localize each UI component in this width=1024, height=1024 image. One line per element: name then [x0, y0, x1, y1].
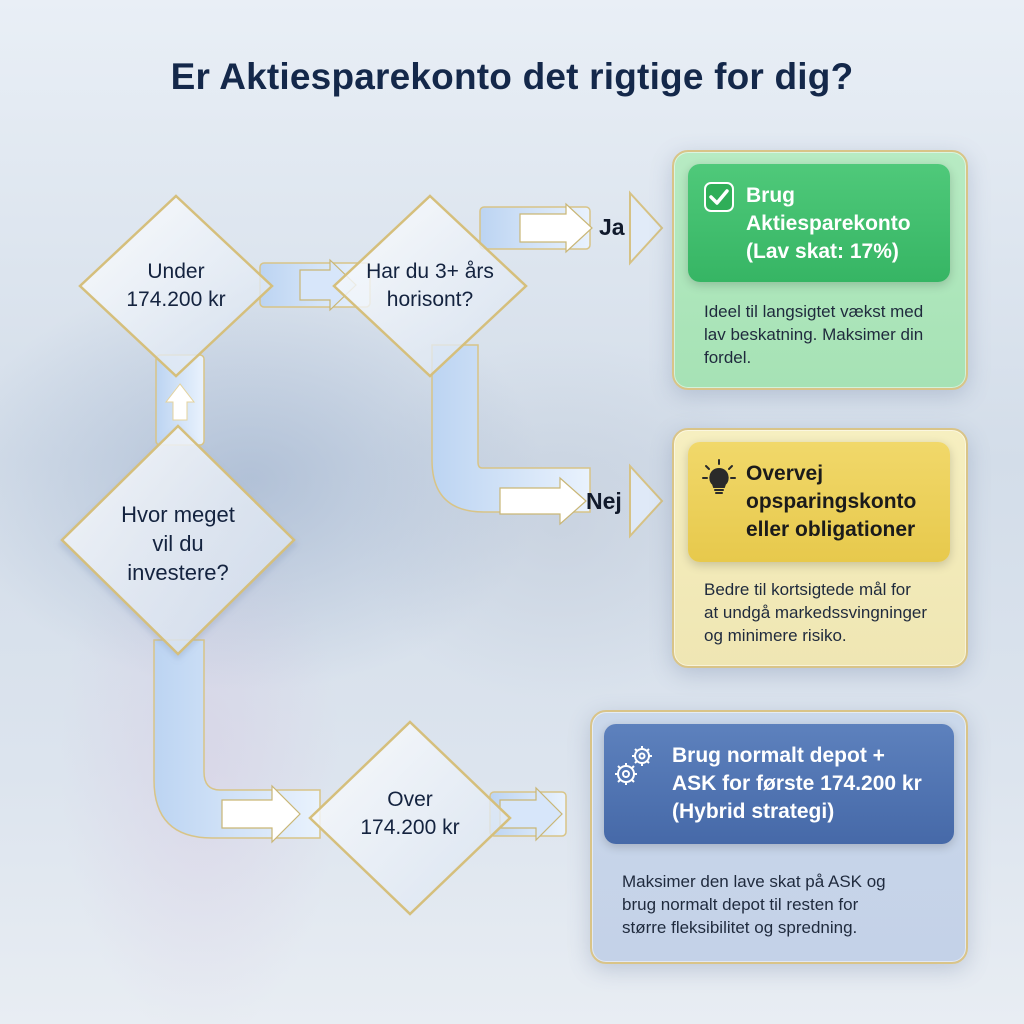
result-card-ask-heading: Brug Aktiesparekonto (Lav skat: 17%) [746, 184, 911, 263]
result-card-hybrid-heading: Brug normalt depot + ASK for første 174.200 kr (Hybrid strategi) [672, 744, 922, 823]
result-card-savings-body: Bedre til kortsigtede mål for at undgå markedssvingninger og minimere risiko. [704, 580, 928, 645]
decision-horizon-label: Har du 3+ års horisont? [366, 260, 494, 311]
decision-under-label: Under 174.200 kr [126, 260, 226, 311]
gears-icon [612, 742, 658, 788]
branch-yes-label: Ja [599, 214, 625, 240]
page-title: Er Aktiesparekonto det rigtige for dig? [170, 56, 854, 97]
connector-start-to-over [154, 640, 320, 842]
decision-over-label: Over 174.200 kr [360, 788, 460, 839]
connector-horizon-yes [480, 193, 662, 263]
lightbulb-icon [702, 458, 736, 496]
result-card-ask [672, 150, 968, 390]
result-card-savings [672, 428, 968, 668]
branch-no-label: Nej [586, 488, 622, 514]
check-icon [704, 182, 734, 212]
result-card-savings-heading: Overvej opsparingskonto eller obligationer [746, 462, 917, 541]
result-card-hybrid [590, 710, 968, 964]
result-card-hybrid-body: Maksimer den lave skat på ASK og brug normalt depot til resten for større fleksibilitet og spredning. [622, 872, 886, 937]
result-card-ask-body: Ideel til langsigtet vækst med lav beskatning. Maksimer din fordel. [704, 302, 924, 367]
decision-start-label: Hvor meget vil du investere? [121, 502, 235, 585]
connector-horizon-no [432, 345, 662, 536]
